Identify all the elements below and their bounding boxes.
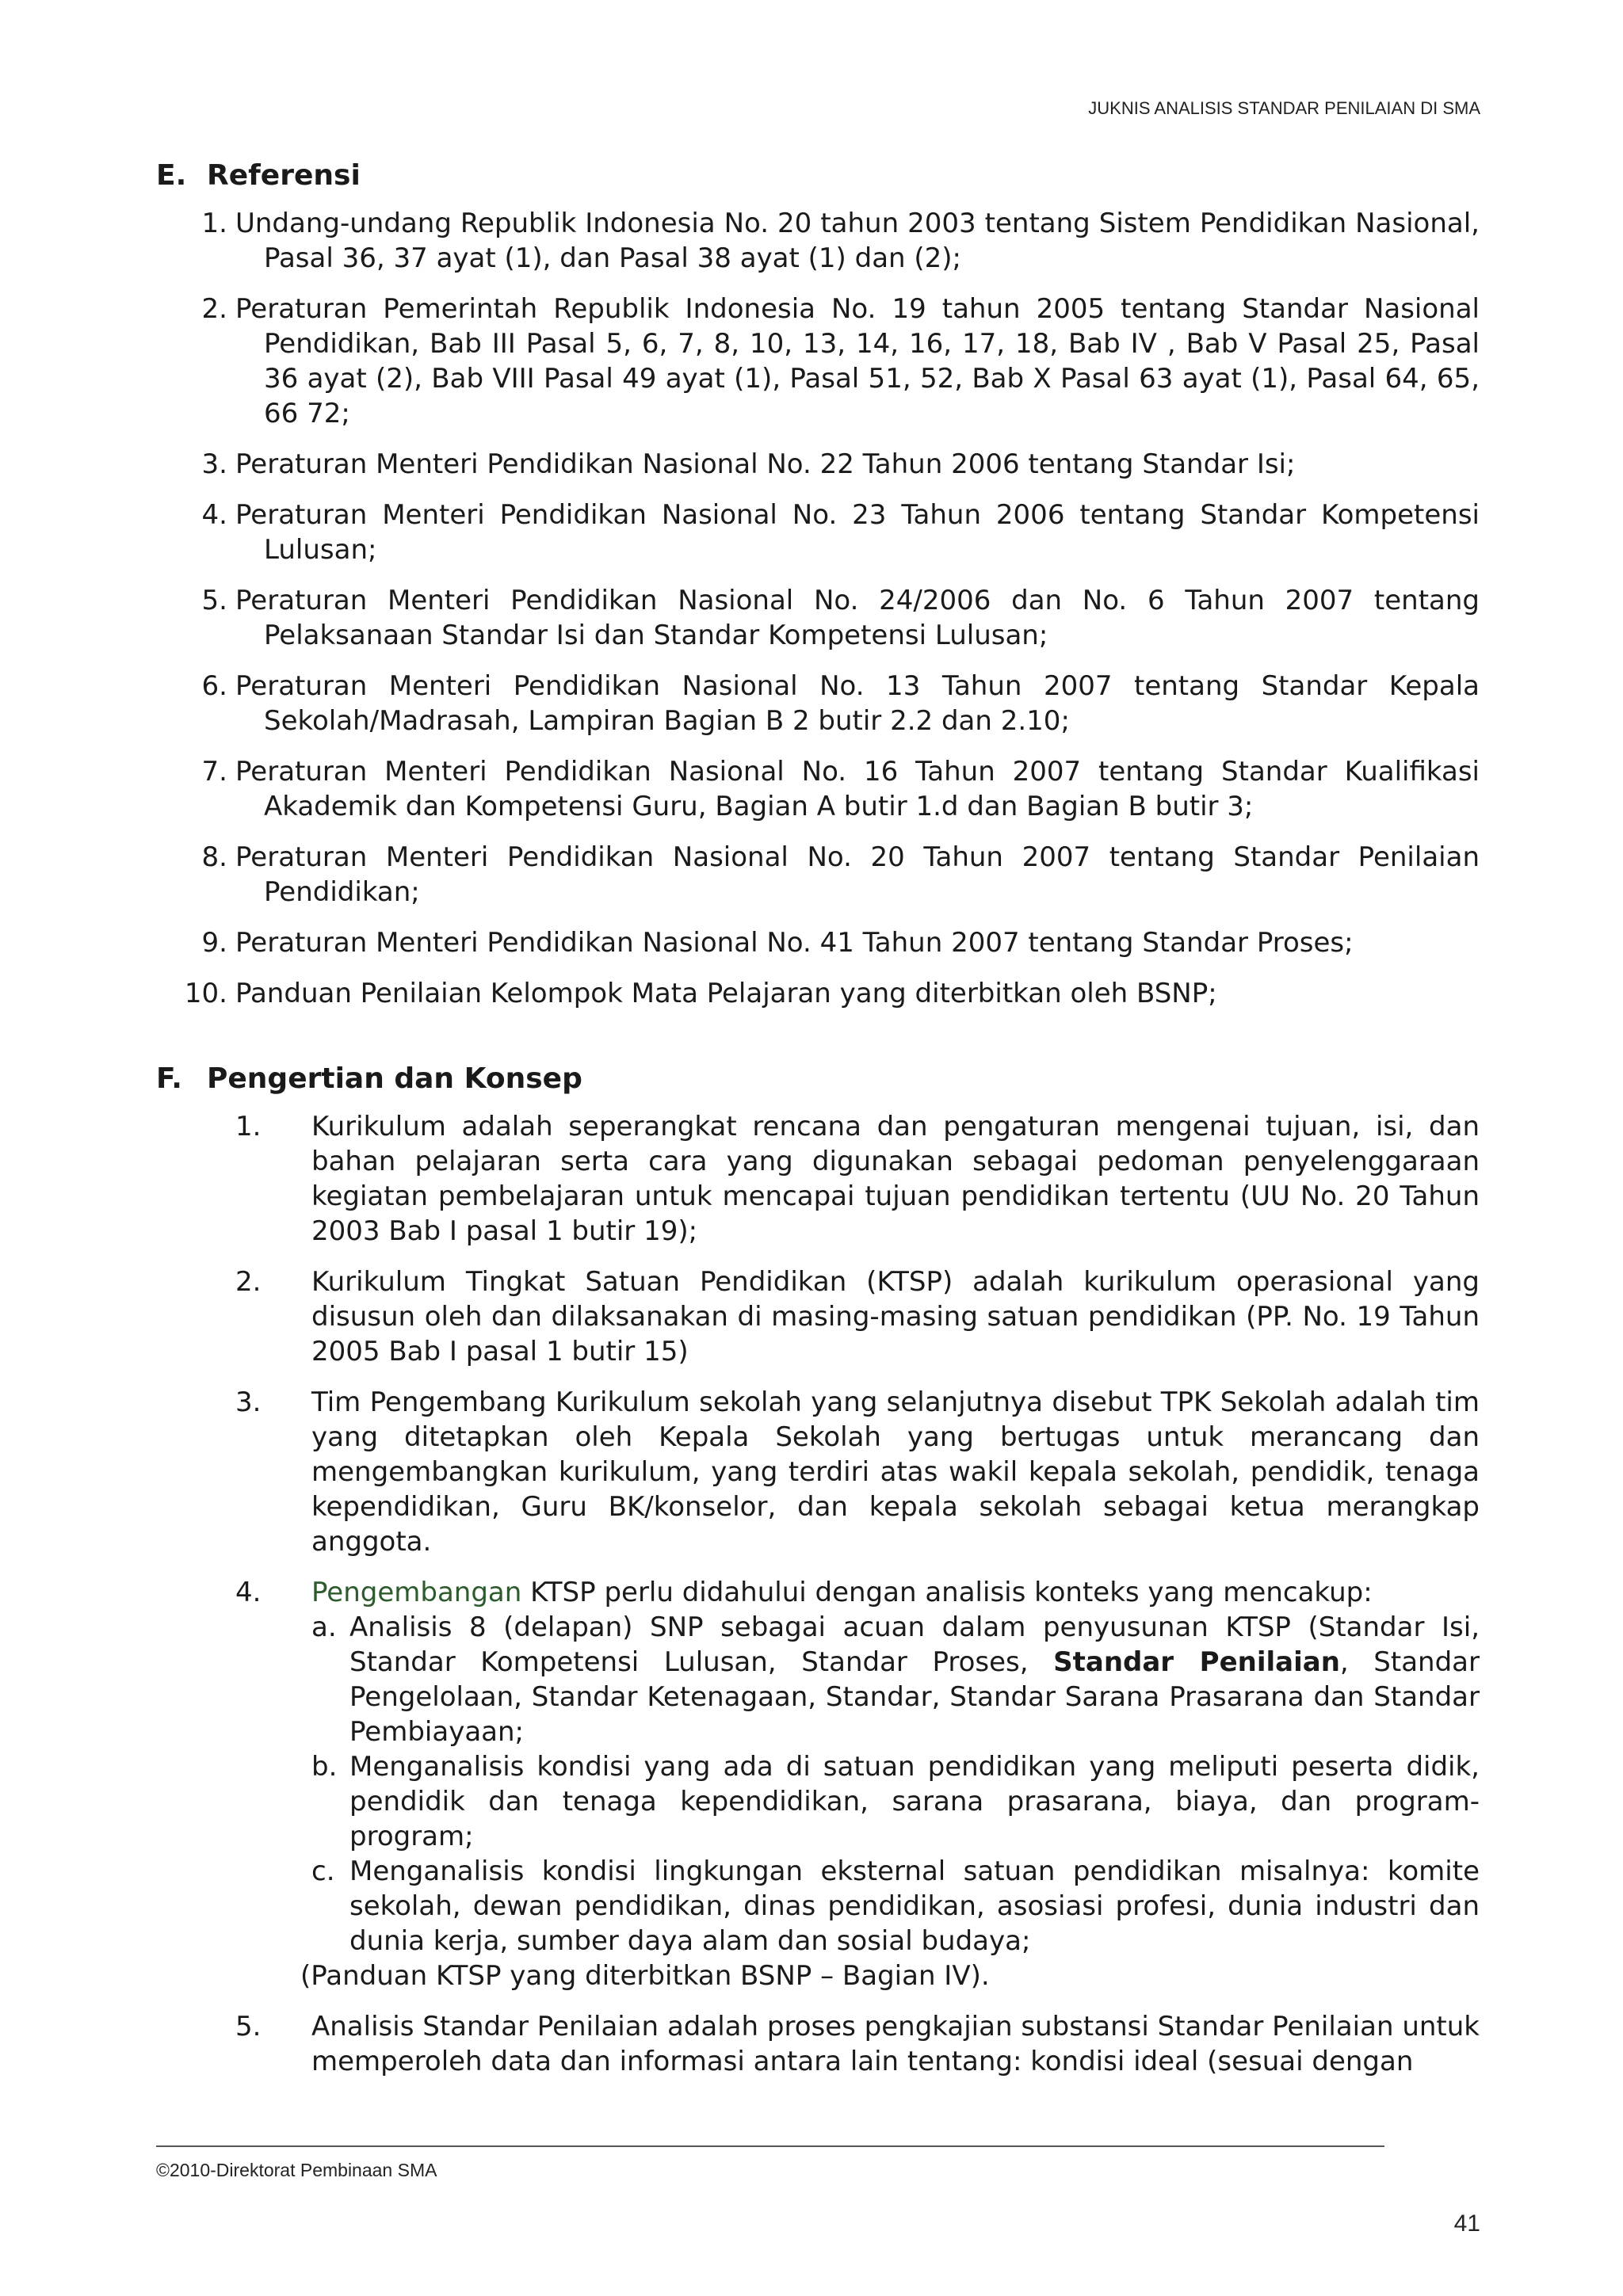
list-item	[156, 1264, 1480, 1369]
sub-item-label: c.	[311, 1855, 335, 1887]
item-text: Peraturan Menteri Pendidikan Nasional No. 41 Tahun 2007 tentang Standar Proses;	[235, 927, 1354, 959]
sub-item-text	[349, 1610, 1480, 1749]
list-item	[156, 206, 1480, 276]
section-letter: F.	[156, 1062, 182, 1095]
list-item	[156, 925, 1480, 960]
item-text: Tim Pengembang Kurikulum sekolah yang selanjutnya disebut TPK Sekolah adalah tim yang ditetapkan oleh Kepala Sekolah yang bertugas untuk merancang dan mengembangkan kurikulum, yang terdiri atas wakil kepala sekolah, pendidik, tenaga kependidikan, Guru BK/konselor, dan kepala sekolah sebagai ketua merangkap anggota.	[311, 1386, 1480, 1558]
source-note: (Panduan KTSP yang diterbitkan BSNP – Bagian IV).	[300, 1960, 990, 1992]
item-number: 2.	[235, 1266, 262, 1298]
item-number: 5.	[201, 585, 227, 616]
item-text: Peraturan Menteri Pendidikan Nasional No. 24/2006 dan No. 6 Tahun 2007 tentang Pelaksanaan Standar Isi dan Standar Kompetensi Lulusan;	[235, 585, 1480, 651]
item-number: 6.	[201, 670, 227, 702]
item-number: 4.	[201, 499, 227, 531]
list-item	[156, 976, 1480, 1011]
item-number: 8.	[201, 841, 227, 873]
item-text: Panduan Penilaian Kelompok Mata Pelajaran yang diterbitkan oleh BSNP;	[235, 978, 1217, 1009]
section-e-heading	[156, 157, 1480, 195]
item-number: 9.	[201, 927, 227, 959]
item-number: 1.	[201, 208, 227, 239]
list-item	[156, 447, 1480, 482]
list-item	[156, 292, 1480, 431]
item-number: 7.	[201, 756, 227, 788]
item-text: Kurikulum Tingkat Satuan Pendidikan (KTSP) adalah kurikulum operasional yang disusun oleh dan dilaksanakan di masing-masing satuan pendidikan (PP. No. 19 Tahun 2005 Bab I pasal 1 butir 15)	[311, 1266, 1480, 1367]
item-number: 3.	[235, 1386, 262, 1418]
sub-item-text-part: Analisis 8 (delapan) SNP sebagai acuan dalam penyusunan KTSP (Standar Isi, Standar Kompetensi Lulusan, Standar Proses,	[349, 1611, 1480, 1678]
item-lead-text: KTSP perlu didahului dengan analisis konteks yang mencakup:	[521, 1577, 1373, 1608]
list-item	[156, 1109, 1480, 1249]
item-text: Peraturan Pemerintah Republik Indonesia No. 19 tahun 2005 tentang Standar Nasional Pendidikan, Bab III Pasal 5, 6, 7, 8, 10, 13, 14, 16, 17, 18, Bab IV , Bab V Pasal 25, Pasal 36 ayat (2), Bab VIII Pasal 49 ayat (1), Pasal 51, 52, Bab X Pasal 63 ayat (1), Pasal 64, 65, 66 72;	[235, 293, 1480, 429]
item-text: Undang-undang Republik Indonesia No. 20 tahun 2003 tentang Sistem Pendidikan Nasional, Pasal 36, 37 ayat (1), dan Pasal 38 ayat (1) dan (2);	[235, 208, 1480, 274]
reference-list	[156, 206, 1480, 1011]
page-number: 41	[1453, 2210, 1480, 2237]
sub-item-text: Menganalisis kondisi lingkungan eksternal satuan pendidikan misalnya: komite sekolah, dewan pendidikan, dinas pendidikan, asosiasi profesi, dunia industri dan dunia kerja, sumber daya alam dan sosial budaya;	[349, 1855, 1480, 1957]
bold-term: Standar Penilaian	[1053, 1646, 1340, 1678]
section-letter: E.	[156, 159, 187, 192]
item-number: 3.	[201, 448, 227, 480]
list-item	[156, 840, 1480, 910]
highlighted-word: Pengembangan	[311, 1577, 522, 1608]
definition-list	[156, 1109, 1480, 2079]
item-text: Peraturan Menteri Pendidikan Nasional No. 13 Tahun 2007 tentang Standar Kepala Sekolah/Madrasah, Lampiran Bagian B 2 butir 2.2 dan 2.10;	[235, 670, 1480, 737]
list-item	[156, 2009, 1480, 2079]
item-number: 10.	[184, 978, 227, 1009]
footer-copyright: ©2010-Direktorat Pembinaan SMA	[156, 2160, 437, 2180]
item-number: 5.	[235, 2011, 262, 2042]
list-item	[156, 498, 1480, 567]
list-item	[156, 669, 1480, 738]
section-f-heading	[156, 1060, 1480, 1098]
sub-item-a	[311, 1610, 1480, 1749]
item-text: Peraturan Menteri Pendidikan Nasional No. 22 Tahun 2006 tentang Standar Isi;	[235, 448, 1296, 480]
sub-item-label: a.	[311, 1611, 337, 1643]
item-text: Peraturan Menteri Pendidikan Nasional No. 16 Tahun 2007 tentang Standar Kualifikasi Akademik dan Kompetensi Guru, Bagian A butir 1.d dan Bagian B butir 3;	[235, 756, 1480, 822]
footer-divider	[156, 2145, 1384, 2147]
sub-item-label: b.	[311, 1751, 338, 1783]
item-body	[300, 1575, 1480, 1993]
item-number: 2.	[201, 293, 227, 325]
sub-item-text: Menganalisis kondisi yang ada di satuan pendidikan yang meliputi peserta didik, pendidik dan tenaga kependidikan, sarana prasarana, biaya, dan program-program;	[349, 1751, 1480, 1852]
sub-item-c	[311, 1854, 1480, 1958]
list-item	[156, 1575, 1480, 1993]
item-text: Analisis Standar Penilaian adalah proses pengkajian substansi Standar Penilaian untuk memperoleh data dan informasi antara lain tentang: kondisi ideal (sesuai dengan	[311, 2011, 1480, 2077]
item-text: Kurikulum adalah seperangkat rencana dan pengaturan mengenai tujuan, isi, dan bahan pelajaran serta cara yang digunakan sebagai pedoman penyelenggaraan kegiatan pembelajaran untuk mencapai tujuan pendidikan tertentu (UU No. 20 Tahun 2003 Bab I pasal 1 butir 19);	[311, 1111, 1480, 1247]
item-number: 1.	[235, 1111, 262, 1142]
section-title: Pengertian dan Konsep	[207, 1062, 582, 1095]
section-title: Referensi	[207, 159, 361, 192]
item-number: 4.	[235, 1577, 262, 1608]
running-header: JUKNIS ANALISIS STANDAR PENILAIAN DI SMA	[1088, 98, 1480, 118]
list-item	[156, 1385, 1480, 1559]
item-lead	[311, 1575, 1480, 1610]
list-item	[156, 583, 1480, 653]
item-text: Peraturan Menteri Pendidikan Nasional No. 23 Tahun 2006 tentang Standar Kompetensi Lulusan;	[235, 499, 1480, 566]
page-content	[156, 157, 1480, 2095]
list-item	[156, 754, 1480, 824]
sub-item-b	[311, 1749, 1480, 1854]
sub-item-text-part: , Standar Pengelolaan, Standar Ketenagaan, Standar, Standar Sarana Prasarana dan Standar Pembiayaan;	[349, 1646, 1480, 1748]
item-text: Peraturan Menteri Pendidikan Nasional No. 20 Tahun 2007 tentang Standar Penilaian Pendidikan;	[235, 841, 1480, 908]
